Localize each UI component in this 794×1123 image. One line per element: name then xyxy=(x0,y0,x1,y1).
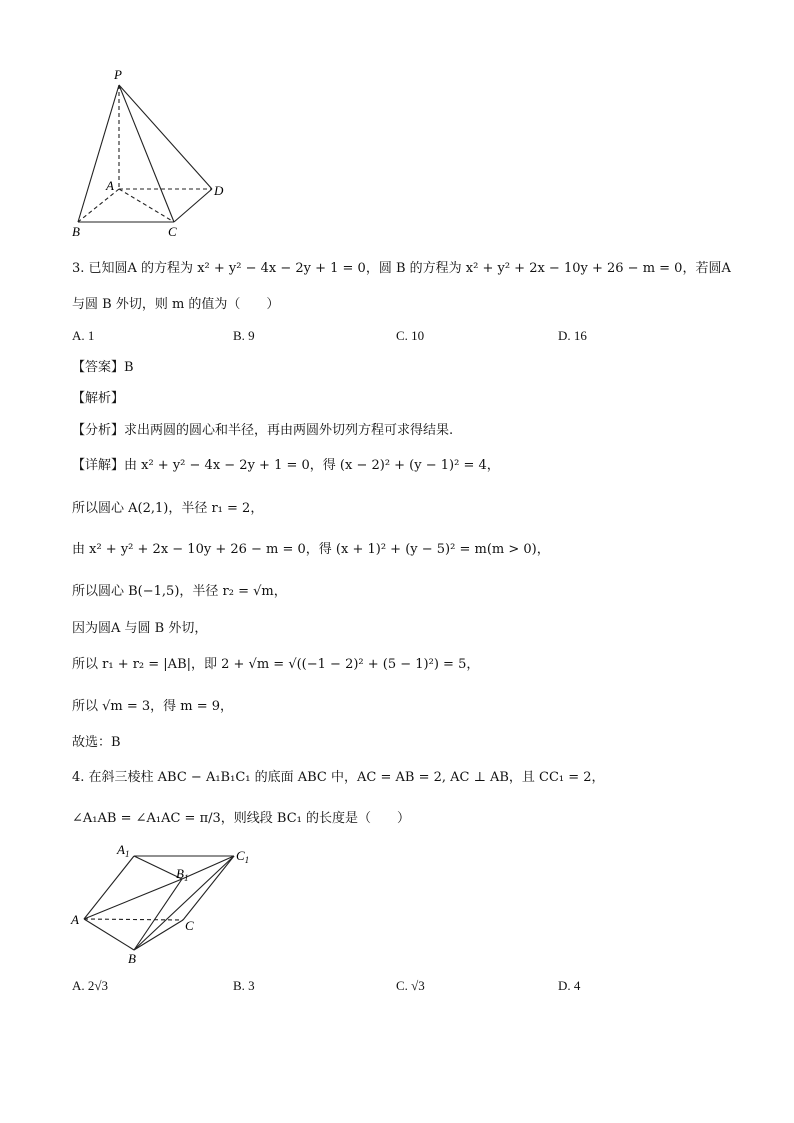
q3-analysis-head: 【解析】 xyxy=(72,391,125,406)
q3-detail-7: 所以 √m = 3，得 m = 9， xyxy=(72,699,234,714)
edge-CC1 xyxy=(183,856,234,920)
q4-option-a: A. 2√3 xyxy=(72,978,109,993)
pyramid-figure xyxy=(70,66,240,244)
q3-analysis: 【分析】求出两圆的圆心和半径，再由两圆外切列方程可求得结果. xyxy=(72,423,454,438)
q3-detail-6: 所以 r₁ + r₂ = |AB|，即 2 + √m = √((−1 − 2)² + (5 − 1)²) = 5， xyxy=(72,657,480,672)
edge-AB xyxy=(78,189,119,222)
q4-stem-line1: 4. 在斜三棱柱 ABC − A₁B₁C₁ 的底面 ABC 中，AC = AB = 2, AC ⊥ AB，且 CC₁ = 2， xyxy=(72,770,605,785)
label-A1: $A_1$ xyxy=(117,842,130,859)
label-C1: $C_1$ xyxy=(236,848,250,865)
q3-detail-1: 【详解】由 x² + y² − 4x − 2y + 1 = 0，得 (x − 2)² + (y − 1)² = 4， xyxy=(72,458,500,473)
q3-detail-4: 所以圆心 B(−1,5)，半径 r₂ = √m， xyxy=(72,584,287,599)
label-B1: $B_1$ xyxy=(176,866,189,883)
label-B: B xyxy=(128,951,136,966)
label-D: D xyxy=(214,183,224,198)
label-A: A xyxy=(71,912,79,927)
q4-stem-line2: ∠A₁AB = ∠A₁AC = π/3，则线段 BC₁ 的长度是（ ） xyxy=(72,811,410,826)
q3-detail-3: 由 x² + y² + 2x − 10y + 26 − m = 0，得 (x + 1)² + (y − 5)² = m(m > 0)， xyxy=(72,542,550,557)
edge-CD xyxy=(174,189,212,222)
label-C: C xyxy=(185,918,194,933)
prism-figure xyxy=(66,838,266,968)
q4-option-d: D. 4 xyxy=(558,978,581,993)
q3-option-c: C. 10 xyxy=(396,328,425,343)
q3-option-d: D. 16 xyxy=(558,328,587,343)
edge-BC xyxy=(134,920,183,950)
q3-detail-2: 所以圆心 A(2,1)，半径 r₁ = 2， xyxy=(72,501,264,516)
edge-PD xyxy=(119,85,212,189)
edge-B1C1 xyxy=(182,856,234,879)
edge-BC1 xyxy=(134,856,234,950)
edge-AA1 xyxy=(84,856,134,919)
label-A: A xyxy=(106,178,114,193)
q4-option-c: C. √3 xyxy=(396,978,425,993)
edge-AB1 xyxy=(84,879,182,919)
q3-detail-8: 故选：B xyxy=(72,735,121,750)
q4-option-b: B. 3 xyxy=(233,978,255,993)
q3-answer: 【答案】B xyxy=(72,360,134,375)
edge-AB xyxy=(84,919,134,950)
label-C: C xyxy=(168,224,177,239)
edge-BB1 xyxy=(134,879,182,950)
edge-AC xyxy=(84,919,183,920)
q3-stem-line2: 与圆 B 外切，则 m 的值为（ ） xyxy=(72,297,280,312)
q3-option-a: A. 1 xyxy=(72,328,95,343)
q3-stem-line1: 3. 已知圆A 的方程为 x² + y² − 4x − 2y + 1 = 0，圆 B 的方程为 x² + y² + 2x − 10y + 26 − m = 0，若圆A xyxy=(72,261,731,276)
q3-detail-5: 因为圆A 与圆 B 外切， xyxy=(72,621,208,636)
edge-AC xyxy=(119,189,174,222)
q3-option-b: B. 9 xyxy=(233,328,255,343)
label-B: B xyxy=(72,224,80,239)
edge-PB xyxy=(78,85,119,222)
edge-A1B1 xyxy=(134,856,182,879)
edge-PC xyxy=(119,85,174,222)
label-P: P xyxy=(114,67,122,82)
